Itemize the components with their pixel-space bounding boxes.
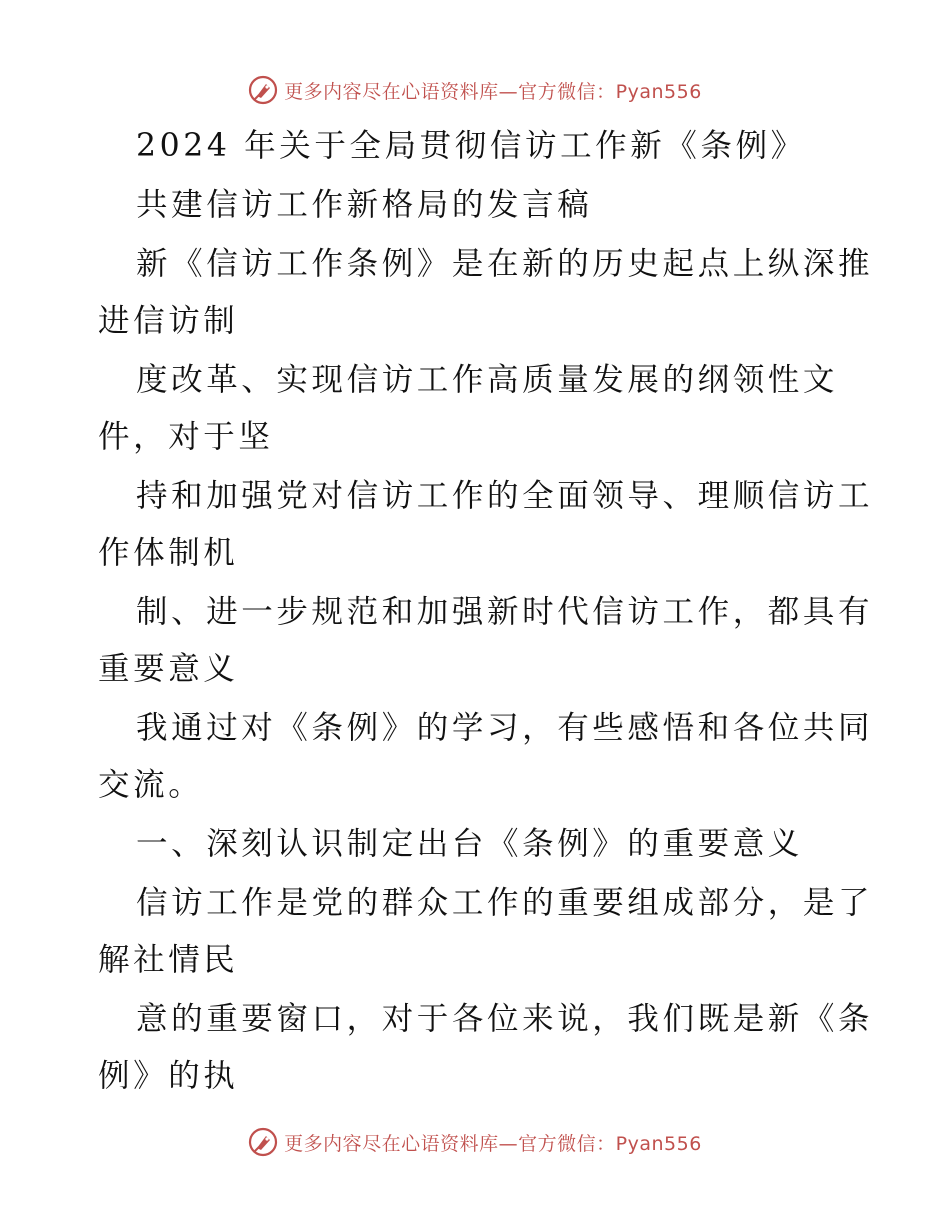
paragraph-line: 制、进一步规范和加强新时代信访工作，都具有: [136, 594, 874, 630]
paragraph-line: 进信访制: [98, 303, 239, 339]
paragraph-line: 交流。: [98, 767, 204, 803]
paragraph-line: 持和加强党对信访工作的全面领导、理顺信访工: [136, 478, 874, 514]
paragraph-line: 解社情民: [98, 942, 239, 978]
paragraph-line: 例》的执: [98, 1058, 239, 1094]
paragraph-line: 度改革、实现信访工作高质量发展的纲领性文: [136, 362, 839, 398]
paragraph-line: 作体制机: [98, 535, 239, 571]
pen-nib-icon: [248, 75, 278, 105]
header-banner: [0, 72, 950, 108]
paragraph-line: 意的重要窗口，对于各位来说，我们既是新《条: [136, 1001, 874, 1037]
paragraph-line: 我通过对《条例》的学习，有些感悟和各位共同: [136, 710, 874, 746]
paragraph-line: 新《信访工作条例》是在新的历史起点上纵深推: [136, 246, 874, 282]
header-banner-text: 更多内容尽在心语资料库—官方微信：Pyan556: [284, 80, 702, 103]
document-title-line-1: 2024 年关于全局贯彻信访工作新《条例》: [136, 128, 806, 164]
paragraph-line: 重要意义: [98, 651, 239, 687]
document-title-line-2: 共建信访工作新格局的发言稿: [136, 187, 593, 223]
footer-banner-text: 更多内容尽在心语资料库—官方微信：Pyan556: [284, 1132, 702, 1155]
paragraph-line: 件，对于坚: [98, 419, 274, 455]
footer-banner: [0, 1124, 950, 1160]
paragraph-line: 信访工作是党的群众工作的重要组成部分，是了: [136, 885, 874, 921]
pen-nib-icon: [248, 1127, 278, 1157]
section-heading: 一、深刻认识制定出台《条例》的重要意义: [136, 826, 803, 862]
